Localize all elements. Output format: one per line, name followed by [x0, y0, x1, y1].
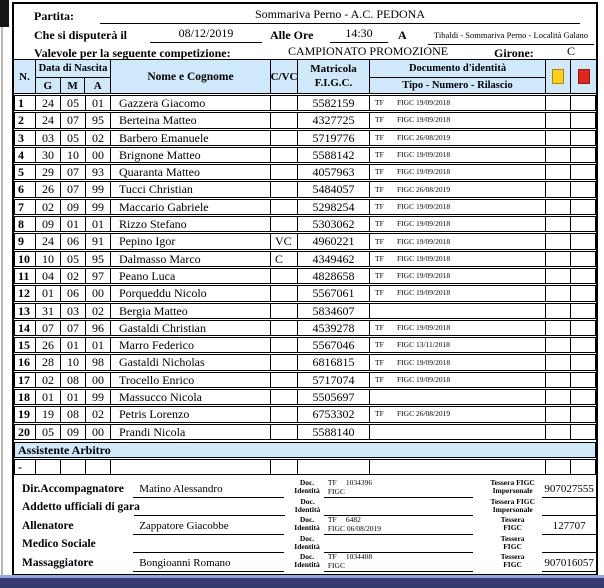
official-tessera-field: 127707 — [542, 520, 596, 535]
header-year: A — [93, 79, 102, 92]
matricola: 5303062 — [298, 217, 370, 231]
table-row: 12 01 06 00 Porqueddu Nicolo 5567061 TF FIGC 19/09/2018 — [14, 285, 596, 301]
header-document: Documento d'identità Tipo - Numero - Rilascio — [370, 60, 546, 93]
competition-label: Valevole per la seguente competizione: — [34, 46, 231, 60]
matricola: 4057963 — [298, 165, 370, 179]
header-captain: C/VC — [271, 60, 298, 93]
official-row: Addetto ufficiali di gara Doc. Identità Tessera FIGC Impersonale — [14, 498, 596, 517]
assistant-referee-row — [14, 459, 596, 475]
table-row: 13 31 03 02 Bergia Matteo 5834607 — [14, 303, 596, 319]
table-row: 10 10 05 95 Dalmasso Marco C 4349462 TF FIGC 19/09/2018 — [14, 251, 596, 267]
official-doc-field: TF 1034396 FIGC — [324, 479, 473, 497]
official-doc-field — [324, 499, 473, 516]
time-field: 14:30 — [330, 26, 388, 43]
red-card-icon — [578, 69, 590, 84]
player-name: Trocello Enrico — [111, 373, 271, 387]
matricola: 4828658 — [298, 269, 370, 283]
form-header — [14, 4, 596, 59]
official-name-field: Zappatore Giacobbe — [133, 520, 284, 535]
girone-field: C — [548, 44, 594, 60]
official-doc-field: TF 6482 FIGC 06/08/2019 — [324, 516, 473, 534]
header-month: M — [61, 78, 86, 93]
matricola: 4349462 — [298, 252, 370, 266]
official-row: Allenatore Zappatore Giacobbe Doc. Identità TF 6482 FIGC 06/08/2019 Tessera FIGC 127707 — [14, 516, 596, 535]
table-row: 15 26 01 01 Marro Federico 5567046 TF FIGC 13/11/2018 — [14, 337, 596, 353]
official-row: Massaggiatore Bongioanni Romano Doc. Identità TF 1034408 FIGC Tessera FIGC 907016057 — [14, 553, 596, 572]
matricola: 5588142 — [298, 148, 370, 162]
matricola: 5582159 — [298, 96, 370, 110]
table-row: 9 24 06 91 Pepino Igor VC 4960221 TF FIGC 19/09/2018 — [14, 233, 596, 249]
matricola: 4327725 — [298, 113, 370, 127]
table-row: 16 28 10 98 Gastaldi Nicholas 6816815 TF FIGC 19/09/2018 — [14, 354, 596, 370]
player-name: Barbero Emanuele — [111, 131, 271, 145]
matricola: 5484057 — [298, 182, 370, 196]
official-role: Dir.Accompagnatore — [22, 482, 124, 495]
official-row: Dir.Accompagnatore Matino Alessandro Doc. Identità TF 1034396 FIGC Tessera FIGC Impersonale 907027555 — [14, 479, 596, 498]
official-name-field: Matino Alessandro — [133, 483, 284, 498]
table-row: 7 02 09 99 Maccario Gabriele 5298254 TF FIGC 19/09/2018 — [14, 199, 596, 215]
yellow-card-column — [546, 60, 571, 93]
header-day: G — [36, 78, 61, 93]
player-name: Pepino Igor — [111, 234, 271, 248]
table-row: 2 24 07 95 Berteina Matteo 4327725 TF FIGC 19/09/2018 — [14, 112, 596, 128]
matricola: 5717074 — [298, 373, 370, 387]
official-tessera-field: 907016057 — [542, 557, 596, 572]
scan-edge-line — [1, 27, 3, 577]
table-row: 6 26 07 99 Tucci Christian 5484057 TF FIGC 26/08/2019 — [14, 181, 596, 197]
header-number: N. — [14, 60, 36, 93]
table-row: 18 01 01 99 Massucco Nicola 5505697 — [14, 389, 596, 405]
matricola: 6816815 — [298, 355, 370, 369]
official-doc-field: TF 1034408 FIGC — [324, 553, 473, 571]
official-tessera-field — [542, 501, 596, 516]
official-role: Massaggiatore — [22, 556, 94, 569]
matricola: 5298254 — [298, 200, 370, 214]
venue-field: Tibaldi - Sommariva Perno - Località Galano — [428, 30, 594, 45]
player-name: Bergia Matteo — [111, 304, 271, 318]
table-row: 11 04 02 97 Peano Luca 4828658 TF FIGC 19/09/2018 — [14, 268, 596, 284]
player-name: Quaranta Matteo — [111, 165, 271, 179]
official-doc-field — [324, 536, 473, 553]
player-name: Peano Luca — [111, 269, 271, 283]
competition-field: CAMPIONATO PROMOZIONE — [254, 44, 482, 60]
girone-label: Girone: — [494, 46, 534, 60]
official-tessera-field — [542, 538, 596, 553]
table-row: 14 07 07 96 Gastaldi Christian 4539278 TF FIGC 19/09/2018 — [14, 320, 596, 336]
table-row: 8 09 01 01 Rizzo Stefano 5303062 TF FIGC 19/09/2018 — [14, 216, 596, 232]
vice-captain-flag: VC — [271, 234, 298, 248]
assistant-dash: - — [15, 460, 36, 474]
table-row: 17 02 08 00 Trocello Enrico 5717074 TF FIGC 19/09/2018 — [14, 372, 596, 388]
captain-flag: C — [271, 252, 298, 266]
player-name: Brignone Matteo — [111, 148, 271, 162]
player-name: Prandi Nicola — [111, 425, 271, 439]
match-roster-form — [12, 2, 598, 576]
player-name: Marro Federico — [111, 338, 271, 352]
table-row: 5 29 07 93 Quaranta Matteo 4057963 TF FIGC 19/09/2018 — [14, 164, 596, 180]
table-row: 20 05 09 00 Prandi Nicola 5588140 — [14, 424, 596, 440]
player-name: Gazzera Giacomo — [111, 96, 271, 110]
red-card-column — [571, 60, 596, 93]
table-row: 19 19 08 02 Petris Lorenzo 6753302 TF FIGC 26/08/2019 — [14, 406, 596, 422]
players-table-header — [14, 59, 596, 94]
matricola: 4960221 — [298, 234, 370, 248]
player-name: Gastaldi Nicholas — [111, 355, 271, 369]
at-label: A — [398, 28, 407, 42]
table-row: 4 30 10 00 Brignone Matteo 5588142 TF FIGC 19/09/2018 — [14, 147, 596, 163]
player-name: Berteina Matteo — [111, 113, 271, 127]
window-edge-bar — [0, 578, 604, 588]
player-name: Dalmasso Marco — [111, 252, 271, 266]
official-role: Allenatore — [22, 519, 74, 532]
matricola: 4539278 — [298, 321, 370, 335]
matricola: 6753302 — [298, 407, 370, 421]
official-name-field — [133, 538, 284, 553]
match-label: Partita: — [34, 9, 74, 23]
player-name: Rizzo Stefano — [111, 217, 271, 231]
officials-section — [14, 479, 596, 572]
player-name: Tucci Christian — [111, 182, 271, 196]
player-name: Massucco Nicola — [111, 390, 271, 404]
matricola: 5834607 — [298, 304, 370, 318]
matricola: 5567061 — [298, 286, 370, 300]
player-name: Porqueddu Nicolo — [111, 286, 271, 300]
header-matricola: Matricola F.I.G.C. — [298, 60, 370, 93]
match-teams-field: Sommariva Perno - A.C. PEDONA — [100, 7, 580, 24]
scan-corner-artifact — [0, 0, 9, 27]
official-tessera-field: 907027555 — [542, 483, 596, 498]
official-name-field — [134, 501, 285, 516]
official-name-field: Bongioanni Romano — [133, 557, 284, 572]
date-field: 08/12/2019 — [150, 26, 262, 43]
official-role: Addetto ufficiali di gara — [22, 501, 140, 514]
yellow-card-icon — [552, 69, 564, 84]
header-name: Nome e Cognome — [111, 60, 271, 93]
player-name: Petris Lorenzo — [111, 407, 271, 421]
date-label: Che si disputerà il — [34, 28, 128, 42]
header-birthdate: Data di Nascita G M A — [36, 60, 111, 93]
matricola: 5588140 — [298, 425, 370, 439]
matricola: 5505697 — [298, 390, 370, 404]
table-row: 1 24 05 01 Gazzera Giacomo 5582159 TF FIGC 19/09/2018 — [14, 95, 596, 111]
official-row: Medico Sociale Doc. Identità Tessera FIGC — [14, 535, 596, 554]
player-name: Gastaldi Christian — [111, 321, 271, 335]
matricola: 5567046 — [298, 338, 370, 352]
table-row: 3 03 05 02 Barbero Emanuele 5719776 TF FIGC 26/08/2019 — [14, 130, 596, 146]
players-table-body — [14, 95, 596, 440]
assistant-referee-band: Assistente Arbitro — [14, 442, 596, 458]
official-role: Medico Sociale — [22, 538, 96, 551]
time-label: Alle Ore — [270, 28, 314, 42]
matricola: 5719776 — [298, 131, 370, 145]
player-name: Maccario Gabriele — [111, 200, 271, 214]
